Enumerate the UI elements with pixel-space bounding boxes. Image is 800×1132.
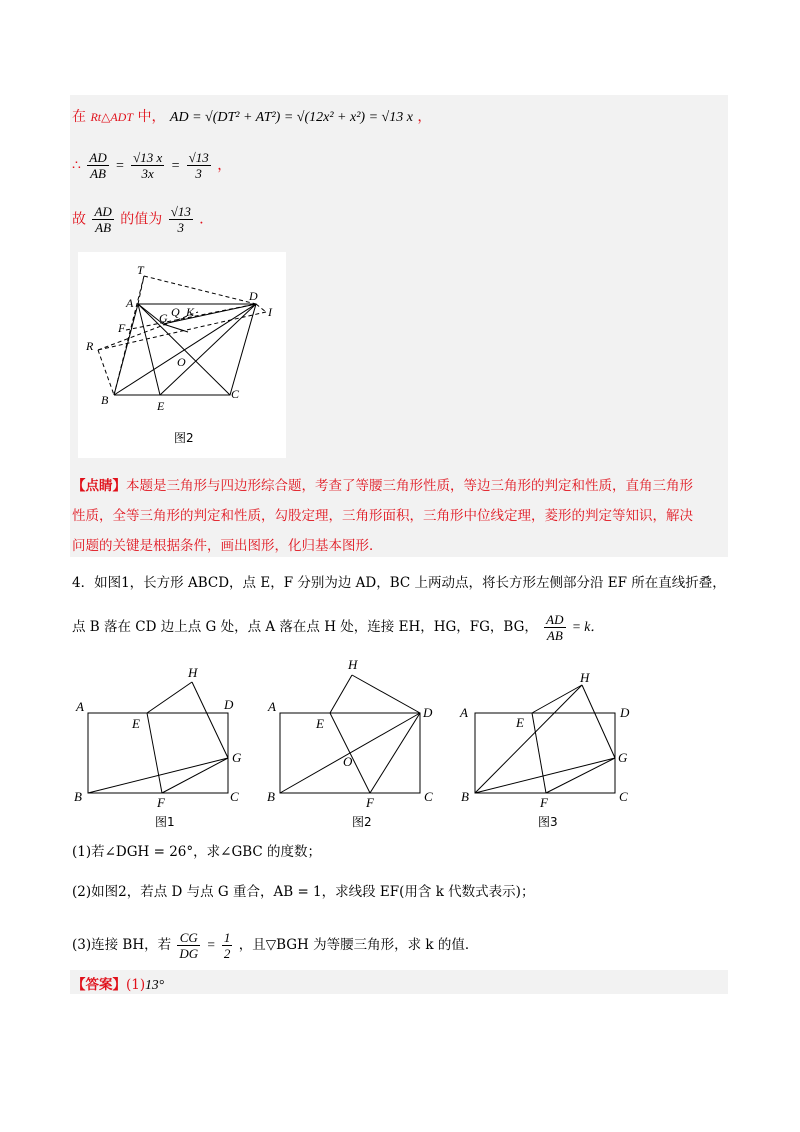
figure-caption: 图2 — [174, 431, 194, 445]
comment-line-2: 性质，全等三角形的判定和性质，勾股定理，三角形面积，三角形中位线定理，菱形的判定等知识，解决 — [72, 508, 693, 524]
svg-text:E: E — [316, 716, 324, 731]
figure-1-caption: 图1 — [155, 815, 175, 829]
figure-3-bh — [475, 685, 582, 793]
answer-tag: 【答案】 — [72, 977, 126, 993]
figure-2 — [280, 675, 420, 793]
figure-2-caption: 图2 — [352, 815, 372, 829]
svg-text:D: D — [423, 705, 433, 720]
svg-text:H: H — [188, 665, 198, 680]
svg-text:H: H — [580, 670, 590, 685]
solution-figure — [78, 252, 286, 458]
svg-text:B: B — [461, 789, 469, 804]
solution-line-3: 故 $\frac{AD}{AB}$ 的值为 $\frac{√13}{3}$ ． — [72, 204, 214, 235]
comment-line-3: 问题的关键是根据条件，画出图形，化归基本图形． — [72, 538, 383, 554]
label-d: D — [249, 289, 258, 303]
figure-1-fg — [162, 758, 228, 793]
fraction: $\frac{√13 x}{3x}$ — [133, 150, 163, 181]
fraction: $\frac{1}{2}$ — [223, 930, 231, 961]
svg-text:C: C — [424, 789, 433, 804]
fraction: $\frac{√13}{3}$ — [170, 204, 191, 235]
figure-1-ef — [147, 713, 162, 793]
label-t: T — [137, 263, 144, 277]
svg-text:C: C — [619, 789, 628, 804]
label-f: F — [118, 321, 126, 335]
figures-svg — [70, 655, 670, 830]
solution-line-1: 在 Rt△ADT 中， AD = √(DT² + AT²) = √(12x² + x²) = √13 x ， — [72, 109, 432, 125]
svg-text:H: H — [348, 657, 358, 672]
svg-text:B: B — [74, 789, 82, 804]
svg-text:D: D — [224, 697, 234, 712]
fraction: $\frac{AD}{AB}$ — [94, 204, 112, 235]
figure-3-hg — [582, 685, 615, 758]
figure-1-eh — [147, 682, 192, 713]
segment-ae — [138, 304, 160, 395]
problem-line-1: 4．如图1，长方形 ABCD，点 E，F 分别为边 AD，BC 上两动点，将长方形左侧部分沿 EF 所在直线折叠， — [72, 575, 726, 591]
label-e: E — [157, 399, 165, 413]
figures-row — [70, 655, 670, 830]
fraction: $\frac{√13}{3}$ — [188, 150, 209, 181]
figure-3-rectangle — [475, 713, 615, 793]
figure-3-caption: 图3 — [538, 815, 558, 829]
answer-value: 13° — [145, 977, 165, 992]
label-b: B — [101, 393, 109, 407]
svg-text:F: F — [366, 795, 374, 810]
figure-1-hg — [192, 682, 228, 758]
dashed-td — [144, 276, 256, 304]
diagonal-bd — [114, 304, 256, 395]
label-g: G — [159, 311, 168, 325]
question-3: (3)连接 BH，若 $\frac{CG}{DG}$ = $\frac{1}{2}$ ，且▽BGH 为等腰三角形，求 k 的值． — [72, 930, 479, 961]
label-r: R — [86, 339, 94, 353]
figure-3-ef — [532, 713, 546, 793]
figure-2-ef — [330, 713, 370, 793]
answer-panel — [70, 970, 728, 994]
svg-text:E: E — [516, 715, 524, 730]
segment-gk — [163, 324, 188, 332]
svg-text:F: F — [157, 795, 165, 810]
figure-2-hd — [352, 675, 420, 713]
svg-text:O: O — [343, 754, 353, 769]
solution-figure-svg — [78, 252, 286, 458]
dashed-rb — [98, 350, 114, 395]
answer-line: 【答案】(1)13° — [72, 977, 165, 993]
svg-text:E: E — [132, 716, 140, 731]
label-o: O — [177, 355, 186, 369]
comment-tag: 【点睛】 — [72, 478, 126, 494]
dashed-di — [256, 304, 266, 312]
svg-text:G: G — [232, 750, 242, 765]
svg-text:B: B — [267, 789, 275, 804]
figure-2-fd — [370, 713, 420, 793]
fraction: $\frac{AD}{AB}$ — [546, 612, 564, 643]
figure-3-eh — [532, 685, 582, 713]
fraction: $\frac{CG}{DG}$ — [179, 930, 199, 961]
svg-text:A: A — [460, 705, 468, 720]
question-2: (2)如图2，若点 D 与点 G 重合，AB = 1，求线段 EF(用含 k 代数式表示)； — [72, 884, 535, 900]
figure-3-fg — [546, 758, 615, 793]
dashed-at — [138, 276, 144, 304]
label-q: Q — [171, 305, 180, 319]
label-a: A — [126, 296, 134, 310]
label-i: I — [268, 305, 272, 319]
svg-text:D: D — [620, 705, 630, 720]
figure-2-eh — [330, 675, 352, 713]
label-k: K — [186, 305, 195, 319]
label-c: C — [231, 387, 240, 401]
problem-line-2: 点 B 落在 CD 边上点 G 处，点 A 落在点 H 处，连接 EH，HG，FG，BG， $\frac{AD}{AB}$ = k． — [72, 612, 604, 643]
svg-text:G: G — [618, 750, 628, 765]
figure-3 — [475, 685, 615, 793]
fraction: $\frac{AD}{AB}$ — [89, 150, 107, 181]
figure-1 — [88, 682, 228, 793]
svg-text:C: C — [230, 789, 239, 804]
svg-text:F: F — [540, 795, 548, 810]
figure-1-rectangle — [88, 713, 228, 793]
comment-line-1: 【点睛】本题是三角形与四边形综合题，考查了等腰三角形性质，等边三角形的判定和性质，直角三角形 — [72, 478, 693, 494]
figure-1-bg — [88, 758, 228, 793]
svg-text:A: A — [268, 699, 276, 714]
svg-text:A: A — [76, 699, 84, 714]
solution-line-2: ∴ $\frac{AD}{AB}$ = $\frac{√13 x}{3x}$ = $\frac{√13}{3}$ ， — [72, 150, 232, 181]
question-1: (1)若∠DGH = 26°，求∠GBC 的度数； — [72, 844, 322, 860]
